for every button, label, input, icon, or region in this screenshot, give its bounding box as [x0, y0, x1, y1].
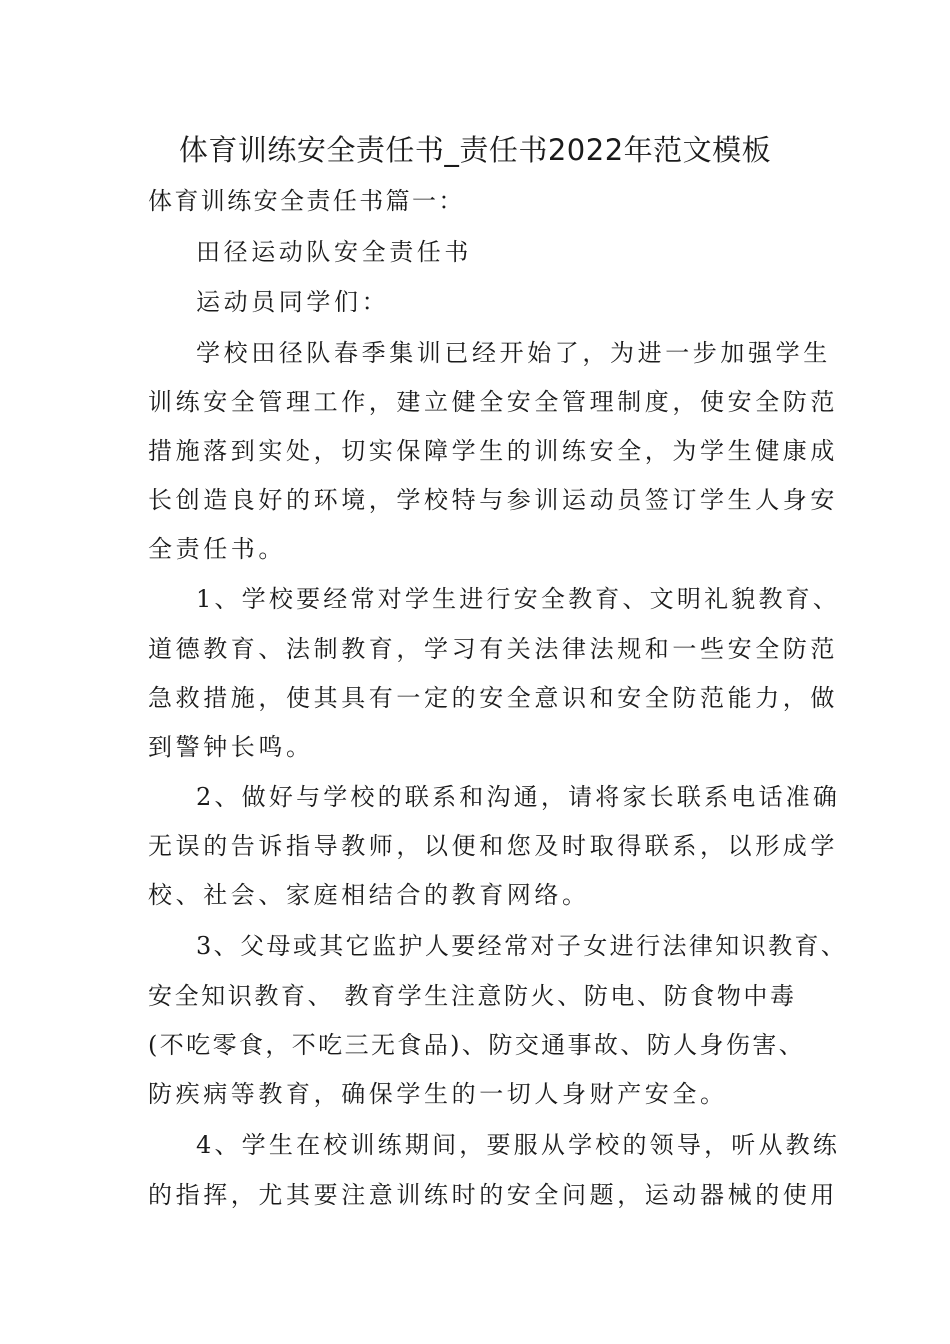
paragraph-line: 防疾病等教育，确保学生的一切人身财产安全。	[148, 1080, 728, 1108]
paragraph-line: 校、社会、家庭相结合的教育网络。	[148, 881, 590, 909]
paragraph-line: 学校田径队春季集训已经开始了，为进一步加强学生	[196, 339, 831, 367]
paragraph-line: 1、学校要经常对学生进行安全教育、文明礼貌教育、	[196, 585, 841, 613]
paragraph-line: 急救措施，使其具有一定的安全意识和安全防范能力，做	[148, 684, 838, 712]
paragraph-line: 措施落到实处，切实保障学生的训练安全，为学生健康成	[148, 437, 838, 465]
paragraph-line: 道德教育、法制教育，学习有关法律法规和一些安全防范	[148, 635, 838, 663]
paragraph-line: 训练安全管理工作，建立健全安全管理制度，使安全防范	[148, 388, 838, 416]
section-heading: 体育训练安全责任书篇一：	[148, 187, 465, 215]
subheading: 田径运动队安全责任书	[196, 238, 472, 266]
paragraph-line: 3、父母或其它监护人要经常对子女进行法律知识教育、	[196, 932, 848, 960]
paragraph-line: 长创造良好的环境，学校特与参训运动员签订学生人身安	[148, 486, 838, 514]
paragraph-line: (不吃零食，不吃三无食品)、防交通事故、防人身伤害、	[148, 1031, 806, 1059]
paragraph-line: 4、学生在校训练期间，要服从学校的领导，听从教练	[196, 1131, 841, 1159]
salutation: 运动员同学们：	[196, 288, 390, 316]
paragraph-line: 到警钟长鸣。	[148, 733, 314, 761]
paragraph-line: 无误的告诉指导教师，以便和您及时取得联系，以形成学	[148, 832, 838, 860]
paragraph-line: 全责任书。	[148, 535, 286, 563]
paragraph-line: 的指挥，尤其要注意训练时的安全问题，运动器械的使用	[148, 1181, 838, 1209]
document-title: 体育训练安全责任书_责任书2022年范文模板	[178, 133, 772, 167]
paragraph-line: 安全知识教育、 教育学生注意防火、防电、防食物中毒	[148, 982, 797, 1010]
paragraph-line: 2、做好与学校的联系和沟通，请将家长联系电话准确	[196, 783, 841, 811]
